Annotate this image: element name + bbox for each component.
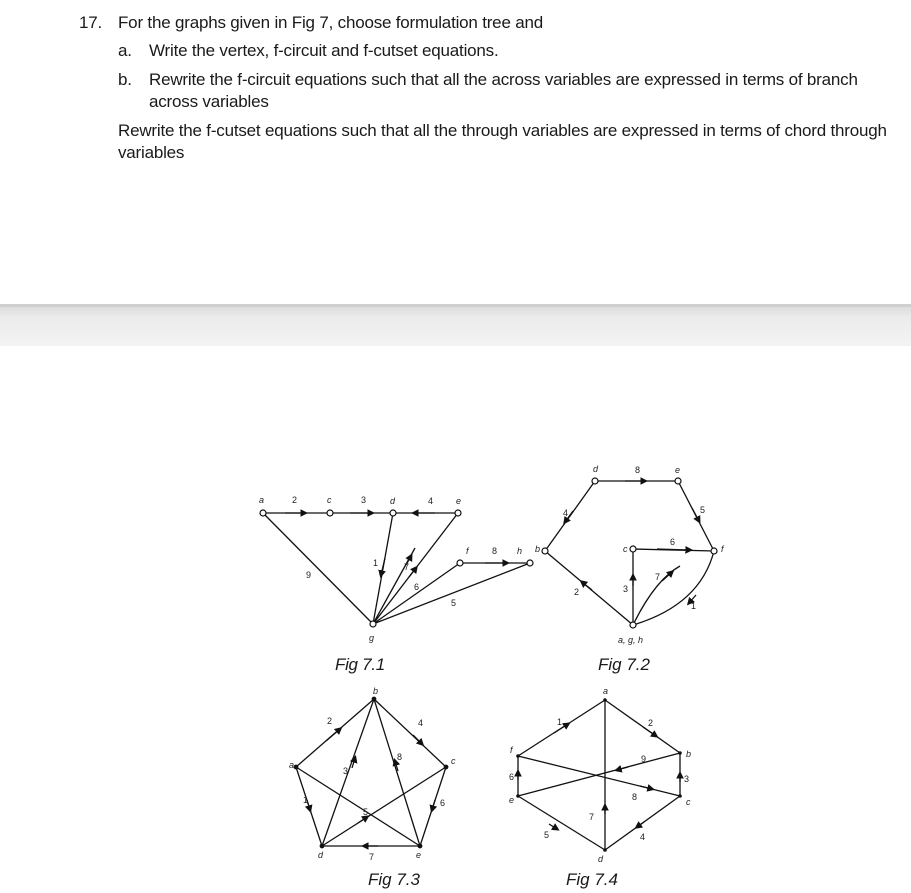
fig71-edge-label-9: 9	[306, 570, 312, 580]
fig73-label-a: a	[289, 760, 295, 770]
fig74-node-a	[603, 698, 607, 702]
fig73-node-a	[294, 765, 298, 769]
fig74-label-b: b	[686, 749, 692, 759]
fig74-node-d	[603, 848, 607, 852]
fig72-caption: Fig 7.2	[598, 655, 650, 674]
fig71-node-a	[260, 510, 266, 516]
fig72-node-f	[711, 548, 717, 554]
fig72-label-f: f	[721, 544, 724, 554]
fig73-node-b	[372, 697, 376, 701]
fig71-edge-label-6: 6	[414, 582, 420, 592]
fig73-edge-label-2: 2	[327, 716, 333, 726]
fig72-edge-label-4: 4	[563, 508, 569, 518]
fig71-node-c	[327, 510, 333, 516]
fig73-graph	[296, 699, 446, 846]
fig71-edge-label-1: 1	[373, 558, 379, 568]
fig74-node-e	[516, 794, 520, 798]
fig71-edge-label-8: 8	[492, 546, 498, 556]
fig72-label-c: c	[623, 544, 628, 554]
fig71-node-g	[370, 621, 376, 627]
fig73-edge-label-3: 3	[343, 766, 349, 776]
fig71-node-d	[390, 510, 396, 516]
fig74-node-b	[678, 751, 682, 755]
fig72-node-agh	[630, 622, 636, 628]
fig72-edge-label-7: 7	[655, 572, 661, 582]
fig72-edge-label-5: 5	[700, 505, 706, 515]
fig73-label-b: b	[373, 686, 379, 696]
fig72-label-agh: a, g, h	[618, 635, 644, 645]
question-number: 17.	[79, 13, 103, 32]
item-a-text: Write the vertex, f-circuit and f-cutset equations.	[149, 41, 499, 60]
fig74-caption: Fig 7.4	[566, 870, 618, 889]
fig71-edge-label-3: 3	[361, 495, 367, 505]
fig73-edge-label-5: 5	[363, 807, 369, 817]
fig74-label-d: d	[598, 854, 604, 864]
fig72-edge-label-6: 6	[670, 537, 676, 547]
fig73-label-e: e	[416, 850, 422, 860]
fig71-label-f: f	[466, 546, 469, 556]
fig72-node-e	[675, 478, 681, 484]
fig71-edge-label-4: 4	[428, 496, 434, 506]
question-text: For the graphs given in Fig 7, choose formulation tree and	[118, 13, 543, 32]
fig71-caption: Fig 7.1	[335, 655, 385, 674]
fig74-edge-2	[605, 700, 680, 753]
fig71-node-f	[457, 560, 463, 566]
fig71-edge-label-7: 7	[404, 562, 410, 572]
fig74-edge-label-4: 4	[640, 832, 646, 842]
fig72-graph	[545, 481, 714, 625]
fig72-label-d: d	[593, 464, 599, 474]
extra-text-line1: Rewrite the f-cutset equations such that all the through variables are expressed in terms of chord through	[118, 121, 887, 140]
fig71-label-a: a	[259, 495, 265, 505]
fig74-edge-label-6: 6	[509, 772, 515, 782]
extra-text-line2: variables	[118, 143, 185, 162]
fig74-graph	[518, 700, 680, 850]
fig71-nodes	[260, 510, 533, 627]
fig74-label-c: c	[686, 797, 691, 807]
fig71-edge-label-2: 2	[292, 495, 298, 505]
fig74-node-c	[678, 794, 682, 798]
fig73-caption: Fig 7.3	[368, 870, 420, 889]
fig72-label-e: e	[675, 465, 681, 475]
fig73-edge-label-8: 8	[397, 752, 403, 762]
item-b-text-line1: Rewrite the f-circuit equations such that all the across variables are expressed in terms of branch	[149, 70, 858, 89]
fig71-edge-label-5: 5	[451, 598, 457, 608]
fig73-nodes	[294, 697, 448, 848]
fig71-edge-9	[263, 513, 373, 624]
fig73-edge-label-1: 1	[303, 795, 309, 805]
fig73-node-e	[418, 844, 422, 848]
fig74-edge-label-3: 3	[684, 774, 690, 784]
fig72-edge-1	[633, 551, 714, 625]
item-a-marker: a.	[118, 41, 132, 60]
fig74-edge-5	[518, 796, 605, 850]
fig71-label-e: e	[456, 496, 462, 506]
fig71-label-c: c	[327, 495, 332, 505]
fig72-edge-label-2: 2	[574, 587, 580, 597]
fig72-edge-label-1: 1	[691, 601, 697, 611]
fig72-node-d	[592, 478, 598, 484]
fig73-node-c	[444, 765, 448, 769]
fig71-node-h	[527, 560, 533, 566]
fig73-edge-diag2	[296, 767, 420, 846]
fig71-node-e	[455, 510, 461, 516]
fig73-label-d: d	[318, 850, 324, 860]
fig71-label-d: d	[390, 496, 396, 506]
fig73-edge-label-7: 7	[369, 852, 375, 862]
fig73-node-d	[320, 844, 324, 848]
fig71-edge-5	[373, 563, 460, 624]
fig73-label-c: c	[451, 756, 456, 766]
fig71-label-h: h	[517, 546, 523, 556]
item-b-text-line2: across variables	[149, 92, 269, 111]
fig74-edge-label-1: 1	[557, 717, 563, 727]
fig74-label-e: e	[509, 795, 515, 805]
fig72-node-b	[542, 548, 548, 554]
fig71-label-g: g	[369, 633, 375, 643]
fig74-edge-label-5: 5	[544, 830, 550, 840]
fig74-label-f: f	[510, 745, 513, 755]
fig71-graph	[263, 513, 530, 624]
fig74-label-a: a	[603, 686, 609, 696]
fig74-edge-label-9: 9	[641, 754, 647, 764]
fig73-edge-label-4: 4	[418, 718, 424, 728]
fig72-label-b: b	[535, 544, 541, 554]
fig74-node-f	[516, 754, 520, 758]
fig74-edge-label-8: 8	[632, 792, 638, 802]
fig73-edge-label-6: 6	[440, 798, 446, 808]
fig73-edge-5	[322, 767, 446, 846]
item-b-marker: b.	[118, 70, 132, 89]
fig72-edge-label-8: 8	[635, 465, 641, 475]
fig72-node-c	[630, 546, 636, 552]
fig74-edge-label-7: 7	[589, 812, 595, 822]
fig74-edge-label-2: 2	[648, 718, 654, 728]
fig72-edge-label-3: 3	[623, 584, 629, 594]
